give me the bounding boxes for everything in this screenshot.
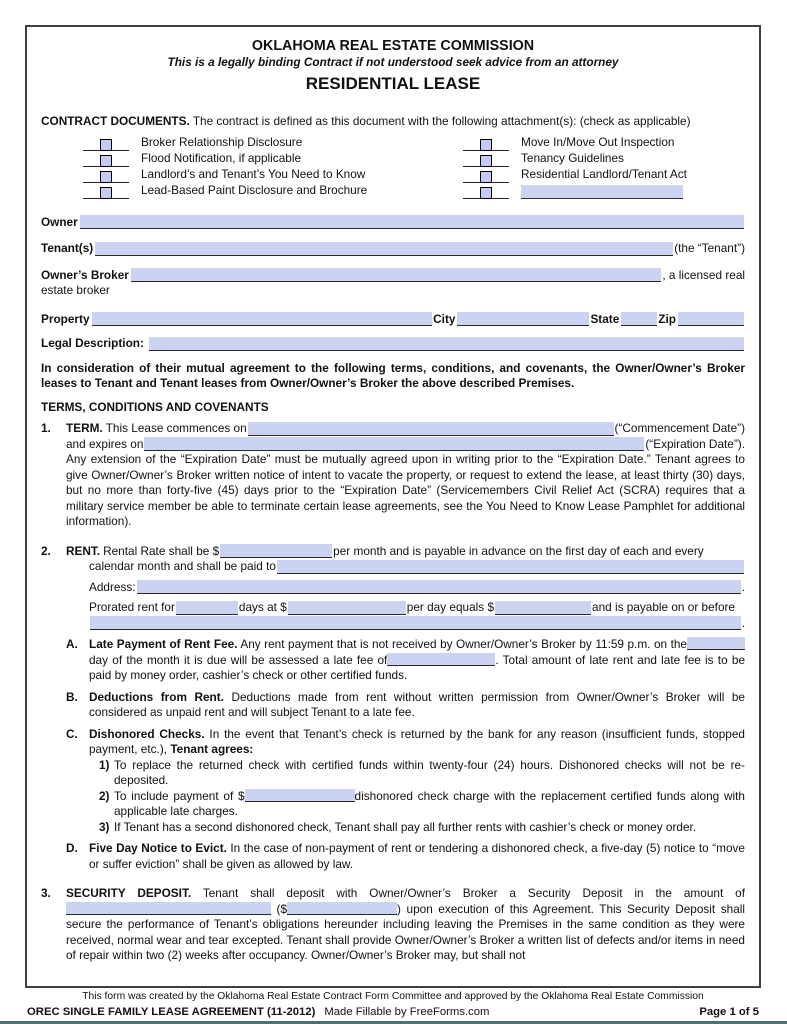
attachment-label: Flood Notification, if applicable — [141, 151, 302, 165]
checkbox-move-in-out[interactable] — [480, 139, 492, 151]
property-row — [41, 312, 745, 328]
late-payment-text-1: Any rent payment that is not received by Owner/Owner’s Broker by 11:59 p.m. on the — [237, 637, 687, 651]
late-payment-item — [66, 637, 745, 684]
address-period: . — [741, 579, 745, 594]
footer-fillable-credit: Made Fillable by FreeForms.com — [324, 1006, 490, 1018]
address-label: Address: — [89, 579, 136, 594]
contract-documents-paragraph — [41, 114, 745, 130]
attachment-row — [463, 137, 745, 151]
city-label: City — [433, 311, 456, 326]
document-page-frame — [25, 25, 761, 988]
term-number: 1. — [41, 421, 51, 435]
per-day-total-field[interactable] — [495, 601, 591, 615]
deductions-body — [89, 690, 745, 721]
consideration-paragraph: In consideration of their mutual agreement to the following terms, conditions, and covenants, the Owner/Owner’s Broker leases to Tenant and Tenant leases from Owner/Owner’s Broker the above described Premises. — [41, 360, 745, 390]
payable-to-field[interactable] — [277, 560, 744, 574]
contract-documents-intro: The contract is defined as this document with the following attachment(s): (check as applicable) — [189, 114, 691, 128]
broker-suffix-line2: estate broker — [41, 283, 110, 297]
subitem-3-number: 3) — [99, 819, 110, 834]
prorated-text-2: days at $ — [238, 600, 287, 614]
commencement-suffix: (“Commencement Date”) — [614, 421, 745, 435]
contract-documents-heading: CONTRACT DOCUMENTS. — [41, 114, 190, 128]
attachment-other-field[interactable] — [521, 185, 683, 199]
dishonored-letter: C. — [66, 726, 78, 741]
five-day-text: In the case of non-payment of rent or tendering a dishonored check, a five-day (5) notice to “move or suffer eviction” shall be given as allowed by law. — [89, 841, 745, 871]
owner-row — [41, 215, 745, 231]
prorated-period: . — [741, 615, 745, 630]
commencement-date-field[interactable] — [248, 422, 614, 436]
late-fee-field[interactable] — [387, 653, 495, 666]
attachment-label: Broker Relationship Disclosure — [141, 135, 303, 149]
rent-text-2: per month and is payable in advance on the first day of each and every — [333, 543, 704, 558]
checkbox-you-need-to-know[interactable] — [100, 171, 112, 183]
checkbox-flood-notification[interactable] — [100, 155, 112, 167]
attachment-label: Lead-Based Paint Disclosure and Brochure — [141, 183, 368, 197]
attachment-row — [83, 169, 463, 183]
checkbox-landlord-tenant-act[interactable] — [480, 171, 492, 183]
zip-field[interactable] — [678, 312, 744, 326]
rent-line-2 — [89, 559, 745, 575]
security-deposit-item — [41, 886, 745, 964]
attachment-label: Landlord’s and Tenant’s You Need to Know — [141, 167, 366, 181]
late-payment-letter: A. — [66, 637, 78, 651]
dishonored-charge-field[interactable] — [245, 789, 355, 802]
attachment-row — [83, 153, 463, 167]
rent-item — [41, 544, 745, 873]
document-header — [41, 37, 745, 95]
subitem-2-text-2: dishonored check charge with the replacement certified funds along with applicable late charges. — [114, 788, 745, 818]
security-text-2: ($ — [276, 901, 288, 916]
five-day-body — [89, 841, 745, 872]
security-number: 3. — [41, 886, 51, 900]
rent-number: 2. — [41, 543, 51, 558]
state-field[interactable] — [621, 312, 657, 326]
checkbox-line — [83, 155, 129, 167]
checkbox-line — [83, 187, 129, 199]
prorated-line-1 — [89, 600, 745, 616]
prorated-text-1: Prorated rent for — [89, 600, 175, 614]
term-body: Any extension of the “Expiration Date” must be mutually agreed upon in writing prior to the “Expiration Date.” Tenant agrees to give Owner/Owner’s Broker written notice of intent to vacate the property, or request to extend the lease, at least thirty (30) days, but no more than forty-five (45) days prior to the “Expiration Date” (Servicemembers Civil Relief Act (SCRA) requires that a military service member be able to terminate certain lease agreements, see the You Need to Know Lease Pamphlet for additional information). — [66, 452, 745, 528]
checkbox-line — [463, 139, 509, 151]
attachment-row — [83, 185, 463, 199]
prorated-line-2 — [89, 616, 745, 632]
checkbox-lead-paint[interactable] — [100, 187, 112, 199]
rent-line-1 — [66, 544, 745, 560]
deductions-text: Deductions made from rent without written permission from Owner/Owner’s Broker will be considered as unpaid rent and will subject Tenant to a late fee. — [89, 689, 745, 719]
property-field[interactable] — [92, 312, 433, 326]
attachment-row — [463, 153, 745, 167]
subitem-1-number: 1) — [99, 757, 110, 772]
term-text-2: and expires on — [66, 436, 144, 451]
rent-label: RENT. — [66, 543, 101, 558]
prorated-days-field[interactable] — [176, 601, 238, 615]
term-line-1 — [66, 421, 745, 437]
term-text-1: This Lease commences on — [105, 421, 247, 435]
subitem-2-number: 2) — [99, 788, 110, 803]
deductions-letter: B. — [66, 689, 78, 704]
monthly-rent-field[interactable] — [220, 544, 332, 558]
commission-title: OKLAHOMA REAL ESTATE COMMISSION — [251, 38, 535, 54]
late-payment-text-3: . Total amount of late rent and late fee is to be paid by money order, cashier’s check or other certified funds. — [89, 652, 746, 682]
checkbox-line — [83, 171, 129, 183]
checkbox-line — [463, 171, 509, 183]
attachment-row — [83, 137, 463, 151]
expiration-suffix: (“Expiration Date”). — [645, 436, 745, 451]
security-text-3: ) upon execution of this Agreement. This Security Deposit shall secure the performance of Tenant’s obligations hereunder including leaving the Premises in the same condition as they were received, normal wear and tear excepted. Tenant shall provide Owner/Owner’s Broker a written list of defects and/or items in need of repair within two (2) weeks after occupancy. Owner/Owner’s Broker may, but shall not — [66, 901, 745, 962]
security-text-1: Tenant shall deposit with Owner/Owner’s Broker a Security Deposit in the amount of — [191, 886, 745, 900]
late-payment-text-2: day of the month it is due will be assessed a late fee of — [89, 652, 388, 667]
address-line — [89, 580, 745, 596]
security-amount-field[interactable] — [287, 902, 397, 915]
covenants-heading: TERMS, CONDITIONS AND COVENANTS — [41, 399, 269, 414]
dishonored-subitem-2 — [89, 789, 745, 820]
subitem-3-text: If Tenant has a second dishonored check, Tenant shall pay all further rents with cashier’s check or money order. — [114, 819, 697, 834]
tenant-row — [41, 241, 745, 257]
payable-before-field[interactable] — [90, 616, 741, 630]
dishonored-text-2: Tenant agrees: — [170, 742, 254, 756]
broker-row — [41, 268, 745, 284]
tenant-field[interactable] — [95, 242, 673, 256]
dishonored-body — [89, 727, 745, 836]
broker-field[interactable] — [131, 268, 662, 282]
security-amount-words-field[interactable] — [66, 902, 271, 915]
expiration-date-field[interactable] — [144, 437, 644, 451]
dishonored-item — [66, 727, 745, 836]
legal-description-row — [41, 336, 745, 352]
late-day-field[interactable] — [687, 637, 745, 650]
dishonored-subitem-1 — [89, 758, 745, 789]
tenant-label: Tenant(s) — [41, 241, 94, 255]
five-day-title: Five Day Notice to Evict. — [89, 841, 227, 855]
deductions-title: Deductions from Rent. — [89, 689, 224, 704]
prorated-text-3: per day equals $ — [406, 600, 495, 614]
page-number: Page 1 of 5 — [699, 1006, 759, 1018]
term-label: TERM. — [66, 421, 103, 435]
five-day-item — [66, 841, 745, 872]
attachment-label: Residential Landlord/Tenant Act — [521, 167, 687, 181]
broker-suffix: , a licensed real — [662, 267, 745, 282]
attachments-column-left — [83, 137, 463, 199]
footer-row — [27, 1005, 759, 1019]
late-payment-title: Late Payment of Rent Fee. — [89, 637, 238, 651]
term-line-2 — [66, 437, 745, 453]
five-day-letter: D. — [66, 841, 78, 855]
binding-notice: This is a legally binding Contract if not understood seek advice from an attorney — [167, 55, 619, 69]
legal-description-field[interactable] — [149, 337, 744, 351]
attachments-column-right — [463, 137, 745, 199]
page-title: RESIDENTIAL LEASE — [305, 74, 481, 93]
dishonored-intro — [89, 727, 745, 758]
checkbox-line — [83, 139, 129, 151]
term-item — [41, 421, 745, 530]
checkbox-broker-relationship[interactable] — [100, 139, 112, 151]
rent-text-1: Rental Rate shall be $ — [103, 543, 220, 558]
address-field[interactable] — [137, 580, 741, 594]
owner-label: Owner — [41, 214, 78, 229]
checkbox-other-attachment[interactable] — [480, 187, 492, 199]
property-label: Property — [41, 311, 90, 326]
tenant-suffix: (the “Tenant”) — [674, 241, 745, 255]
dishonored-text-1: In the event that Tenant’s check is returned by the bank for any reason (insufficient funds, stopped payment, etc.), — [89, 726, 745, 756]
legal-description-label: Legal Description: — [41, 336, 144, 350]
city-field[interactable] — [457, 312, 589, 326]
zip-label: Zip — [658, 311, 676, 326]
dishonored-title: Dishonored Checks. — [89, 726, 205, 741]
rent-text-3: calendar month and shall be paid to — [89, 559, 276, 573]
prorated-text-4: and is payable on or before — [592, 600, 735, 614]
footer-form-id: OREC SINGLE FAMILY LEASE AGREEMENT (11-2012) — [27, 1006, 316, 1018]
checkbox-line — [463, 187, 509, 199]
attachment-label: Tenancy Guidelines — [521, 151, 624, 165]
broker-label: Owner’s Broker — [41, 267, 129, 282]
deductions-item — [66, 690, 745, 721]
subitem-2-text-1: To include payment of $ — [114, 788, 245, 803]
security-label: SECURITY DEPOSIT. — [66, 886, 192, 900]
attachments-checklist — [83, 137, 745, 199]
subitem-2-text — [114, 789, 745, 820]
footer-approval-text: This form was created by the Oklahoma Real Estate Contract Form Committee and approved by the Oklahoma Real Estate Commission — [82, 991, 704, 1002]
checkbox-tenancy-guidelines[interactable] — [480, 155, 492, 167]
checkbox-line — [463, 155, 509, 167]
attachment-row — [463, 185, 745, 199]
state-label: State — [590, 311, 620, 326]
owner-field[interactable] — [80, 215, 744, 229]
per-day-rate-field[interactable] — [288, 601, 406, 615]
attachment-row — [463, 169, 745, 183]
subitem-1-text: To replace the returned check with certified funds within twenty-four (24) hours. Dishonored checks will not be re-deposited. — [114, 757, 745, 787]
attachment-label: Move In/Move Out Inspection — [521, 135, 675, 149]
late-payment-body — [89, 637, 745, 684]
security-body — [66, 886, 745, 964]
dishonored-subitem-3 — [89, 820, 745, 836]
